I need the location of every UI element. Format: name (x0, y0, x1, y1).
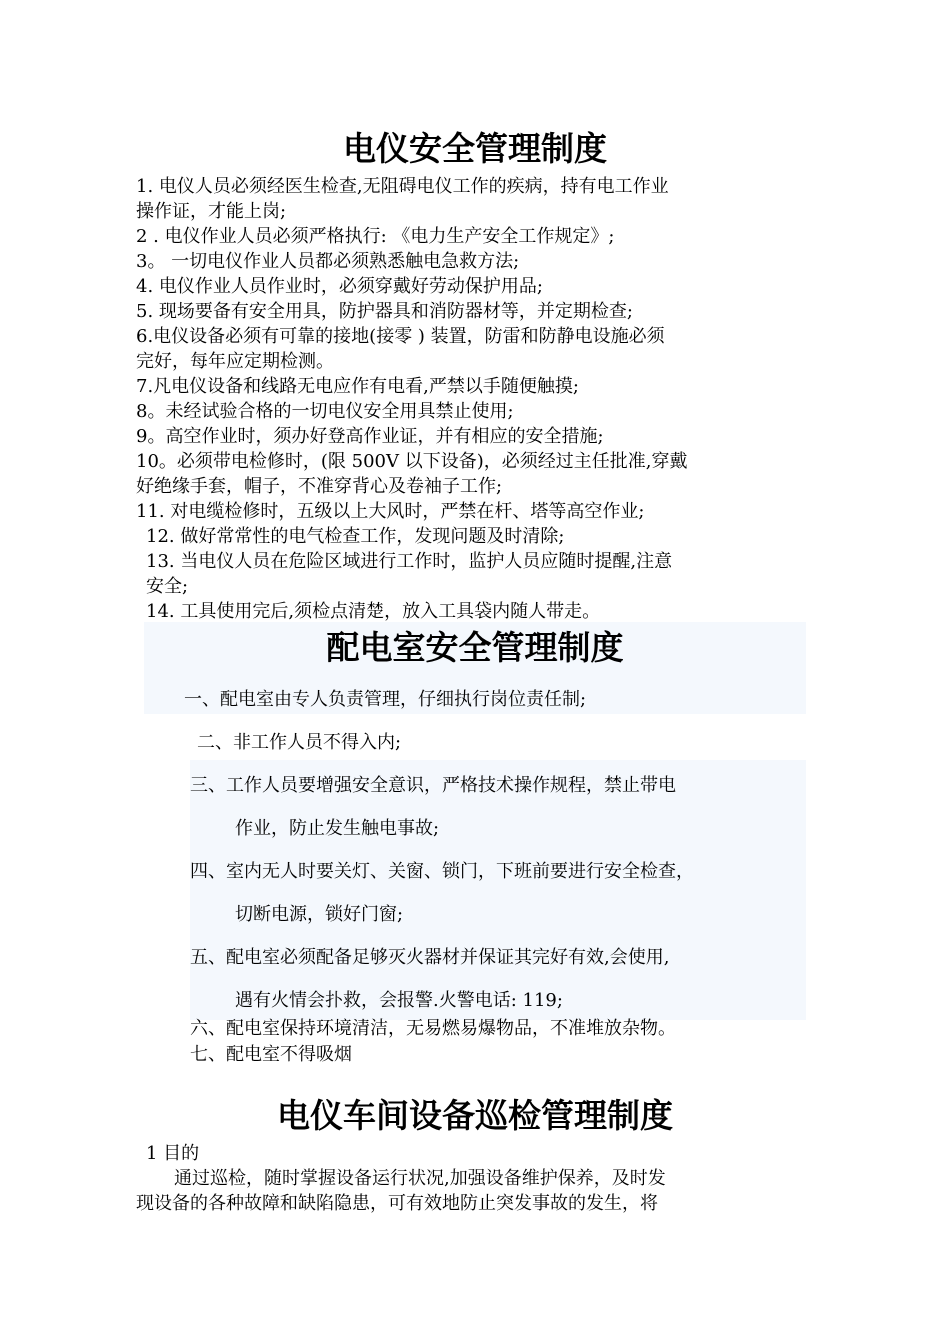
section1-line: 10。必须带电检修时，(限 500V 以下设备)，必须经过主任批准,穿戴 (136, 451, 688, 472)
section2-line: 切断电源，锁好门窗; (235, 904, 404, 925)
section1-line: 9。高空作业时，须办好登高作业证，并有相应的安全措施; (136, 426, 604, 447)
section2-title: 配电室安全管理制度 (326, 628, 624, 667)
section2-line: 遇有火情会扑救，会报警.火警电话: 119; (235, 990, 563, 1011)
section1-line: 1. 电仪人员必须经医生检查,无阻碍电仪工作的疾病，持有电工作业 (136, 176, 669, 197)
section2-line: 三、工作人员要增强安全意识，严格技术操作规程，禁止带电 (190, 775, 676, 796)
section1-line: 7.凡电仪设备和线路无电应作有电看,严禁以手随便触摸; (136, 376, 579, 397)
section1-line: 5. 现场要备有安全用具，防护器具和消防器材等，并定期检查; (136, 301, 633, 322)
section1-line: 12. 做好常常性的电气检查工作，发现问题及时清除; (146, 526, 565, 547)
section1-line: 6.电仪设备必须有可靠的接地(接零 ) 装置，防雷和防静电设施必须 (136, 326, 665, 347)
section1-line: 操作证，才能上岗; (136, 201, 287, 222)
section1-line: 2 . 电仪作业人员必须严格执行: 《电力生产安全工作规定》; (136, 226, 615, 247)
section2-line: 二、非工作人员不得入内; (197, 732, 402, 753)
section1-line: 3。 一切电仪作业人员都必须熟悉触电急救方法; (136, 251, 520, 272)
section3-line: 通过巡检，随时掌握设备运行状况,加强设备维护保养，及时发 (174, 1168, 666, 1189)
section2-line: 四、室内无人时要关灯、关窗、锁门，下班前要进行安全检查， (190, 861, 694, 882)
section1-line: 安全; (146, 576, 189, 597)
section2-line: 作业，防止发生触电事故; (235, 818, 440, 839)
highlight-band (190, 760, 806, 1020)
section1-line: 14. 工具使用完后,须检点清楚，放入工具袋内随人带走。 (146, 601, 601, 622)
section1-line: 11. 对电缆检修时，五级以上大风时，严禁在杆、塔等高空作业; (136, 501, 645, 522)
section3-line: 现设备的各种故障和缺陷隐患，可有效地防止突发事故的发生，将 (136, 1193, 658, 1214)
section1-line: 4. 电仪作业人员作业时，必须穿戴好劳动保护用品; (136, 276, 543, 297)
section1-title: 电仪安全管理制度 (343, 129, 607, 168)
section2-line: 六、配电室保持环境清洁，无易燃易爆物品，不准堆放杂物。 (190, 1018, 676, 1039)
section1-line: 8。未经试验合格的一切电仪安全用具禁止使用; (136, 401, 514, 422)
section3-line: 1 目的 (146, 1143, 200, 1164)
section2-line: 七、配电室不得吸烟 (190, 1044, 352, 1065)
section1-line: 13. 当电仪人员在危险区域进行工作时，监护人员应随时提醒,注意 (146, 551, 673, 572)
section2-line: 一、配电室由专人负责管理，仔细执行岗位责任制; (184, 689, 587, 710)
section1-line: 好绝缘手套，帽子，不准穿背心及卷袖子工作; (136, 476, 503, 497)
section3-title: 电仪车间设备巡检管理制度 (277, 1096, 673, 1135)
section1-line: 完好，每年应定期检测。 (136, 351, 334, 372)
section2-line: 五、配电室必须配备足够灭火器材并保证其完好有效,会使用, (190, 947, 670, 968)
